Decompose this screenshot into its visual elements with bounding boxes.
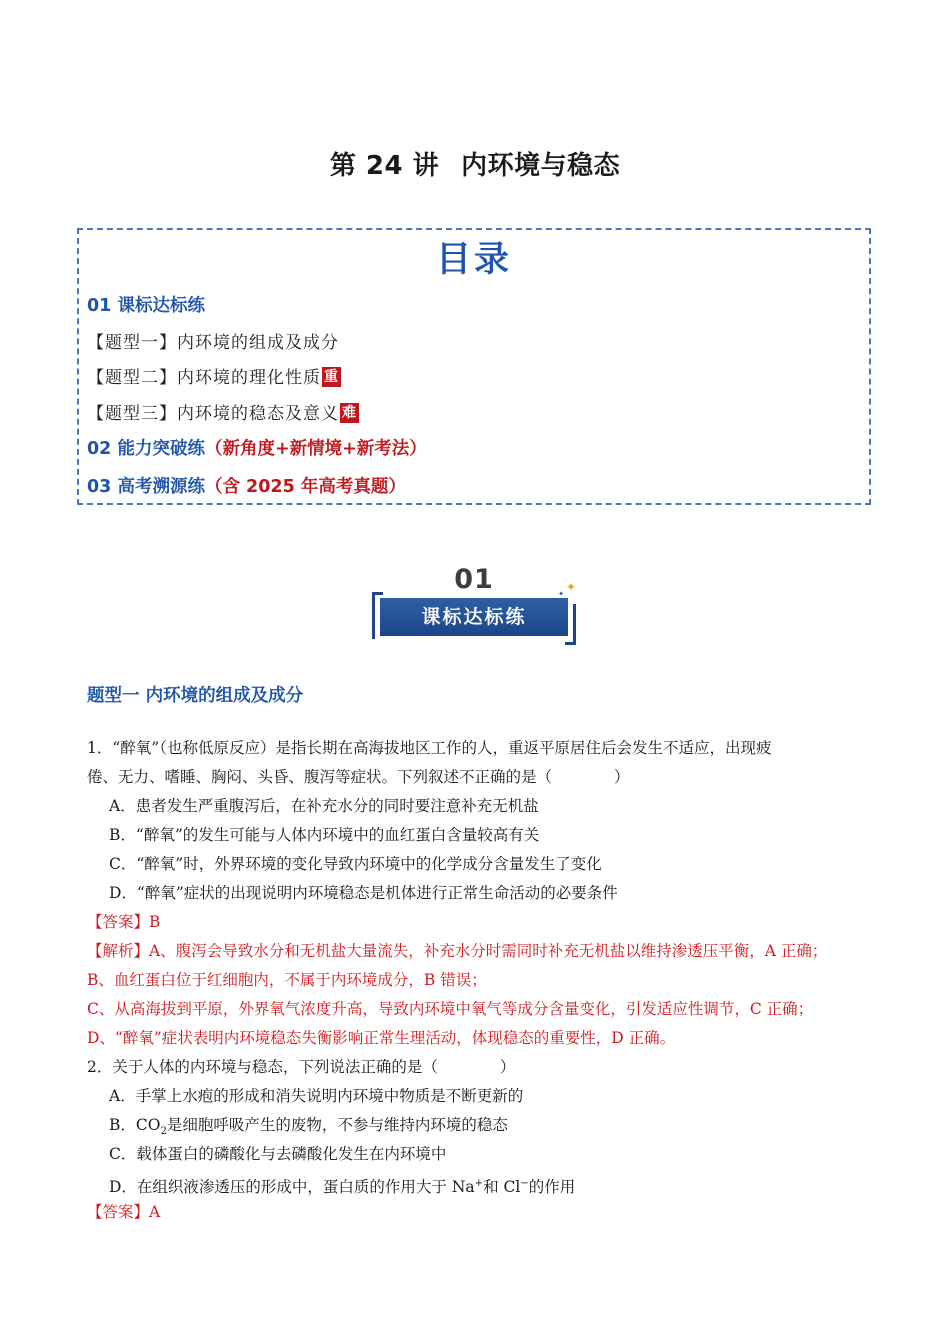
analysis-line: 【解析】A、腹泻会导致水分和无机盐大量流失，补充水分时需同时补充无机盐以维持渗透压平衡，A 正确； [87,942,828,960]
sparkle-icon: ✦ [565,580,576,594]
table-of-contents [77,228,871,505]
section-banner [372,562,582,642]
question-2 [87,1053,877,1227]
analysis-line: D、“醉氧”症状表明内环境稳态失衡影响正常生理活动，体现稳态的重要性，D 正确。 [87,1029,676,1047]
sparkle-icon: ✦ [558,590,564,598]
option-b: B．$CO_2$是细胞呼吸产生的废物，不参与维持内环境的稳态 [109,1116,508,1138]
question-stem: 倦、无力、嗜睡、胸闷、头昏、腹泻等症状。下列叙述不正确的是（ ） [87,768,630,786]
question-1 [87,734,877,1053]
banner-number: 01 [454,564,494,595]
option-a: A．患者发生严重腹泻后，在补充水分的同时要注意补充无机盐 [109,797,539,815]
option-d: D．“醉氧”症状的出现说明内环境稳态是机体进行正常生命活动的必要条件 [109,884,618,902]
page-title [0,145,950,182]
question-stem: 1．“醉氧”（也称低原反应）是指长期在高海拔地区工作的人，重返平原居住后会发生不适应，出现疲 [87,739,772,757]
banner-label: 课标达标练 [380,598,568,636]
toc-item-label: 【题型二】内环境的理化性质 [87,368,321,388]
toc-item-label: 【题型一】内环境的组成及成分 [87,333,339,353]
toc-item-type-2[interactable] [87,363,341,388]
key-point-badge: 重 [324,369,339,385]
question-stem: 2．关于人体的内环境与稳态，下列说法正确的是（ ） [87,1058,516,1076]
option-d: D．在组织液渗透压的形成中，蛋白质的作用大于 Na+和 Cl−的作用 [109,1178,576,1197]
toc-heading: 目录 [435,240,512,280]
toc-item-type-3[interactable] [87,399,359,424]
toc-section-3-subtitle: （含 2025 年高考真题） [204,477,406,497]
answer: 【答案】B [87,913,161,931]
analysis-line: C、从高海拔到平原，外界氧气浓度升高，导致内环境中氧气等成分含量变化，引发适应性调节，C 正确； [87,1000,814,1018]
toc-item-label: 【题型三】内环境的稳态及意义 [87,404,339,424]
analysis-line: B、血红蛋白位于红细胞内，不属于内环境成分，B 错误； [87,971,487,989]
toc-section-1[interactable]: 01 课标达标练 [87,296,205,316]
question-type-heading: 题型一 内环境的组成及成分 [87,686,304,706]
answer: 【答案】A [87,1203,161,1221]
toc-section-2-title: 02 能力突破练 [87,439,205,459]
toc-section-3[interactable] [87,473,406,498]
option-c: C．载体蛋白的磷酸化与去磷酸化发生在内环境中 [109,1145,447,1163]
difficult-badge: 难 [342,405,357,421]
toc-section-2[interactable] [87,435,427,460]
toc-item-type-1[interactable] [87,328,339,353]
option-b: B．“醉氧”的发生可能与人体内环境中的血红蛋白含量较高有关 [109,826,540,844]
option-c: C．“醉氧”时，外界环境的变化导致内环境中的化学成分含量发生了变化 [109,855,602,873]
toc-section-3-title: 03 高考溯源练 [87,477,205,497]
option-a: A．手掌上水疱的形成和消失说明内环境中物质是不断更新的 [109,1087,524,1105]
title-lecture-number: 第 24 讲 [329,151,440,181]
title-topic: 内环境与稳态 [461,151,621,181]
banner-bracket-right [565,604,576,645]
toc-section-2-subtitle: （新角度+新情境+新考法） [204,439,427,459]
